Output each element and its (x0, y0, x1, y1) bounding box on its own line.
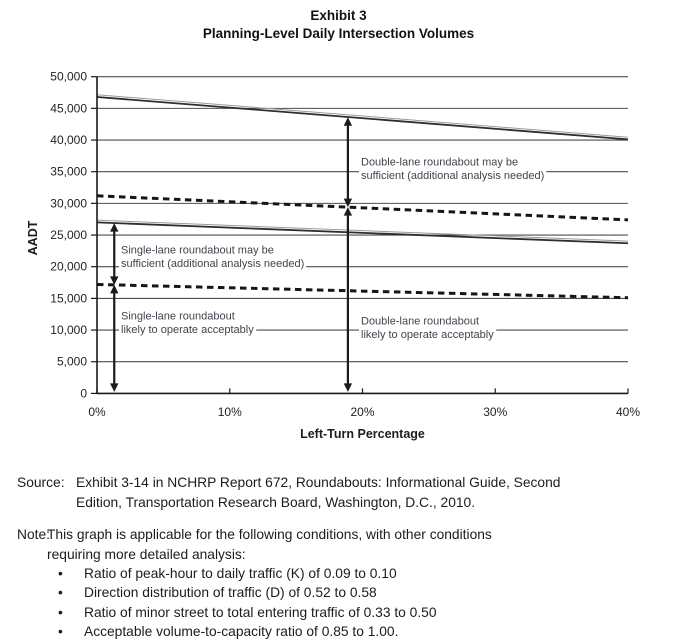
note-bullet-list (58, 564, 677, 640)
y-tick-label: 20,000 (50, 259, 87, 274)
arrowhead-down-icon (344, 383, 352, 392)
y-tick-label: 15,000 (50, 291, 87, 306)
series-line-double-lane-acceptable-upper-bound (97, 196, 628, 220)
y-tick-label: 25,000 (50, 228, 87, 243)
exhibit-number: Exhibit 3 (310, 8, 367, 23)
y-axis-title: AADT (26, 220, 40, 256)
note-bullet-text: Ratio of minor street to total entering traffic of 0.33 to 0.50 (84, 604, 437, 620)
bullet-marker: • (58, 566, 63, 581)
y-tick-label: 45,000 (50, 101, 87, 116)
y-tick-label: 50,000 (50, 69, 87, 84)
x-tick-label: 30% (483, 404, 508, 419)
y-tick-label: 0 (80, 386, 87, 401)
annotation-single-lane-may-be-sufficient: Single-lane roundabout may be sufficient (additional analysis needed) (121, 244, 305, 270)
x-tick-label: 20% (350, 404, 375, 419)
note-bullet-item (58, 622, 677, 640)
intersection-volumes-chart (0, 45, 677, 443)
series-line-single-lane-sufficient-upper-bound (97, 222, 628, 243)
note-bullet-text: Direction distribution of traffic (D) of 0.52 to 0.58 (84, 585, 377, 601)
arrowhead-up-icon (110, 223, 118, 232)
bullet-marker: • (58, 585, 63, 601)
note-text-line2: requiring more detailed analysis: (47, 546, 246, 562)
bullet-marker: • (58, 604, 63, 620)
source-text-line2: Edition, Transportation Research Board, Washington, D.C., 2010. (76, 494, 476, 510)
note-bullet-text: Acceptable volume-to-capacity ratio of 0.85 to 1.00. (84, 623, 399, 639)
x-axis-title: Left-Turn Percentage (300, 426, 425, 441)
series-line-single-lane-acceptable-upper-bound (97, 284, 628, 297)
chart-title-block (0, 0, 677, 42)
y-tick-label: 10,000 (50, 323, 87, 338)
annotation-single-lane-likely-acceptable: Single-lane roundabout likely to operate acceptably (121, 310, 254, 336)
source-label: Source: (17, 475, 65, 490)
y-tick-label: 35,000 (50, 164, 87, 179)
note-paragraph (0, 525, 677, 640)
annotation-double-lane-may-be-sufficient: Double-lane roundabout may be sufficient (additional analysis needed) (361, 156, 545, 182)
note-bullet-item (58, 564, 677, 583)
note-bullet-text: Ratio of peak-hour to daily traffic (K) of 0.09 to 0.10 (84, 566, 397, 581)
series-echo-double-lane-sufficient-upper-bound (97, 95, 628, 137)
y-tick-label: 30,000 (50, 196, 87, 211)
y-tick-label: 40,000 (50, 133, 87, 148)
note-bullet-item (58, 603, 677, 622)
arrowhead-down-icon (110, 383, 118, 392)
y-tick-label: 5,000 (56, 354, 87, 369)
note-text-line1: This graph is applicable for the following conditions, with other conditions (47, 527, 492, 542)
chart-title: Planning-Level Daily Intersection Volumes (202, 25, 475, 41)
source-paragraph (0, 473, 677, 512)
source-text-line1: Exhibit 3-14 in NCHRP Report 672, Roundabouts: Informational Guide, Second (76, 475, 561, 490)
series-line-double-lane-sufficient-upper-bound (97, 97, 628, 139)
bullet-marker: • (58, 623, 63, 639)
x-tick-label: 10% (217, 404, 242, 419)
arrowhead-up-icon (344, 117, 352, 126)
x-tick-label: 0% (88, 404, 106, 419)
note-bullet-item (58, 583, 677, 602)
note-label: Note: (17, 527, 50, 542)
series-echo-single-lane-sufficient-upper-bound (97, 220, 628, 241)
x-tick-label: 40% (615, 404, 641, 419)
annotation-double-lane-likely-acceptable: Double-lane roundabout likely to operate acceptably (361, 315, 494, 341)
